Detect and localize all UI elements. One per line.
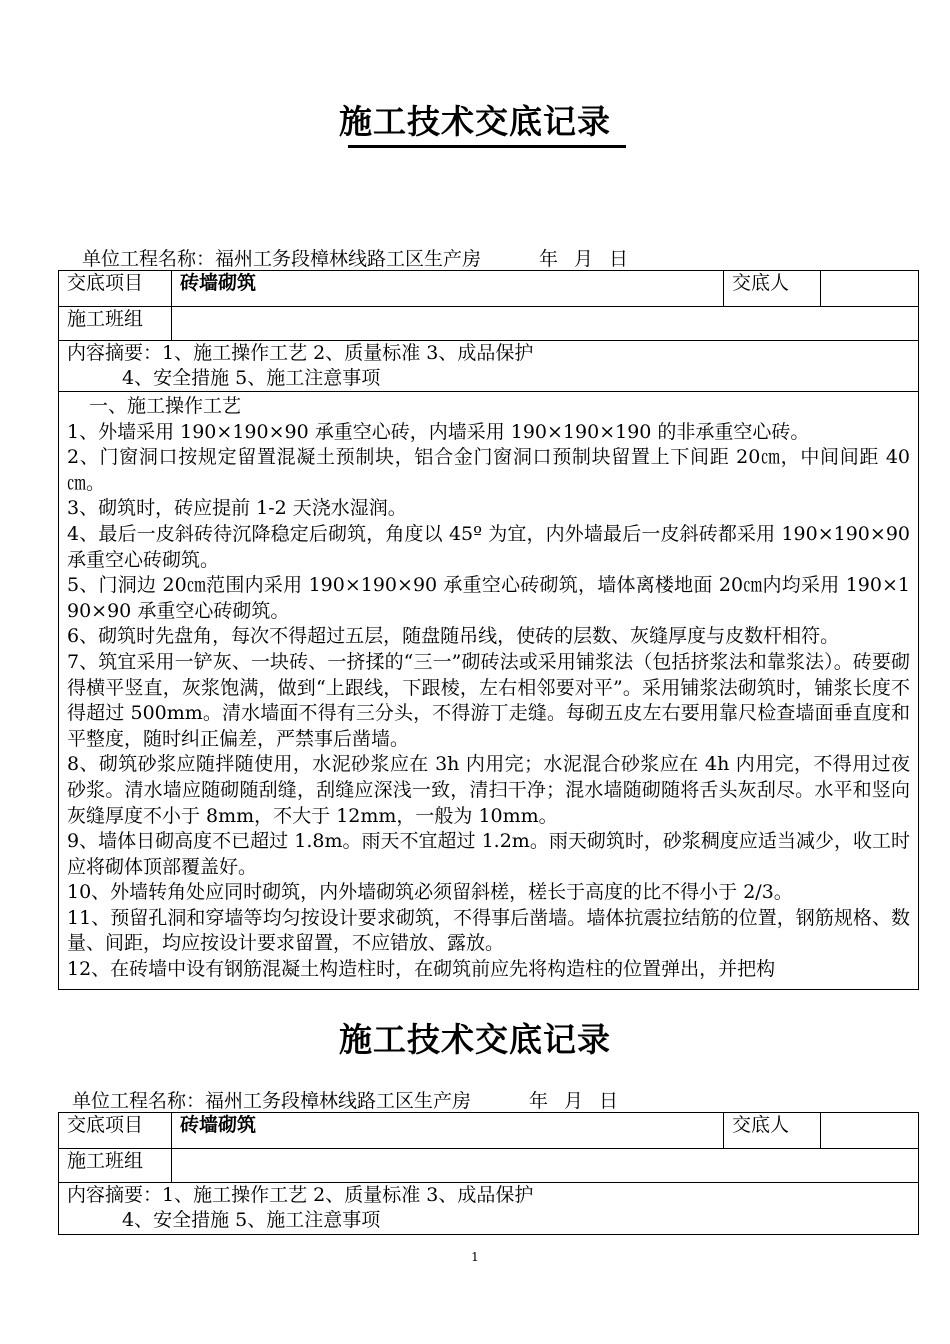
- title-underline: [348, 145, 626, 148]
- content-paragraph: 3、砌筑时，砖应提前 1-2 天浇水湿润。: [67, 497, 407, 520]
- project-value: 砖墙砌筑: [172, 271, 724, 307]
- content-paragraph: 10、外墙转角处应同时砌筑，内外墙砌筑必须留斜槎，槎长于高度的比不得小于 2/3。: [67, 881, 793, 904]
- date-field: [539, 247, 628, 271]
- date-field: [529, 1089, 618, 1113]
- content-paragraph: 8、砌筑砂浆应随拌随使用，水泥砂浆应在 3h 内用完；水泥混合砂浆应在 4h 内用完，不得用过夜砂浆。清水墙应随砌随刮缝，刮缝应深浅一致，清扫干净；混水墙随砌随将舌头灰刮尽。水平和竖向灰缝厚度不小于 8mm，不大于 12mm，一般为 10mm。: [67, 753, 910, 827]
- presenter-label: 交底人: [724, 271, 821, 307]
- project-value: 砖墙砌筑: [172, 1113, 724, 1149]
- content-paragraph: 7、筑宜采用一铲灰、一块砖、一挤揉的“三一”砌砖法或采用铺浆法（包括挤浆法和靠浆法）。砖要砌得横平竖直，灰浆饱满，做到“上跟线，下跟棱，左右相邻要对平”。采用铺浆法砌筑时，铺浆长度不得超过 500mm。清水墙面不得有三分头，不得游丁走缝。每砌五皮左右要用靠尺检查墙面垂直度和平整度，随时纠正偏差，严禁事后凿墙。: [67, 650, 910, 750]
- content-paragraph: 4、最后一皮斜砖待沉降稳定后砌筑，角度以 45º 为宜，内外墙最后一皮斜砖都采用 190×190×90 承重空心砖砌筑。: [67, 522, 910, 571]
- date-day: 日: [599, 1090, 619, 1112]
- summary-line-1: 内容摘要：1、施工操作工艺 2、质量标准 3、成品保护: [67, 1184, 534, 1206]
- team-label: 施工班组: [59, 1149, 172, 1183]
- content-paragraph: 11、预留孔洞和穿墙等均匀按设计要求砌筑，不得事后凿墙。墙体抗震拉结筋的位置，钢筋规格、数量、间距，均应按设计要求留置，不应错放、露放。: [67, 906, 910, 955]
- content-paragraph: 5、门洞边 20㎝范围内采用 190×190×90 承重空心砖砌筑，墙体离楼地面 20㎝内均采用 190×190×90 承重空心砖砌筑。: [67, 574, 910, 622]
- page-title: 施工技术交底记录: [339, 102, 611, 141]
- content-paragraph: 2、门窗洞口按规定留置混凝土预制块，铝合金门窗洞口预制块留置上下间距 20㎝，中间间距 40㎝。: [67, 446, 910, 494]
- content-paragraph: 6、砌筑时先盘角，每次不得超过五层，随盘随吊线，使砖的层数、灰缝厚度与皮数杆相符。: [67, 625, 840, 648]
- date-month: 月: [564, 1090, 584, 1112]
- summary-line-2: 4、安全措施 5、施工注意事项: [122, 367, 381, 389]
- project-label: 交底项目: [59, 1113, 172, 1149]
- table-row: [59, 1149, 919, 1183]
- page-number: 1: [471, 1250, 479, 1264]
- unit-project-name: 单位工程名称：福州工务段樟林线路工区生产房: [72, 1090, 472, 1112]
- presenter-value: [821, 1113, 919, 1149]
- table-row: [59, 307, 919, 341]
- presenter-label: 交底人: [724, 1113, 821, 1149]
- handover-table: [58, 270, 919, 990]
- date-month: 月: [574, 248, 594, 270]
- table-row: [59, 1183, 919, 1235]
- summary-line-2: 4、安全措施 5、施工注意事项: [122, 1209, 381, 1231]
- handover-table: [58, 1112, 919, 1235]
- date-year: 年: [529, 1090, 549, 1112]
- content-heading: 一、施工操作工艺: [89, 395, 242, 417]
- content-summary: [59, 341, 919, 392]
- date-year: 年: [539, 248, 559, 270]
- table-row: [59, 392, 919, 990]
- unit-project-line: [72, 1089, 618, 1113]
- content-paragraph: 12、在砖墙中设有钢筋混凝土构造柱时，在砌筑前应先将构造柱的位置弹出，并把构: [67, 958, 776, 981]
- team-value: [172, 307, 919, 341]
- team-value: [172, 1149, 919, 1183]
- summary-line-1: 内容摘要：1、施工操作工艺 2、质量标准 3、成品保护: [67, 342, 534, 364]
- date-day: 日: [609, 248, 629, 270]
- content-body: [59, 392, 919, 990]
- table-row: [59, 271, 919, 307]
- content-paragraph: 9、墙体日砌高度不已超过 1.8m。雨天不宜超过 1.2m。雨天砌筑时，砂浆稠度应适当减少，收工时应将砌体顶部覆盖好。: [67, 830, 910, 878]
- content-summary: [59, 1183, 919, 1235]
- presenter-value: [821, 271, 919, 307]
- project-label: 交底项目: [59, 271, 172, 307]
- page-title: 施工技术交底记录: [339, 1020, 611, 1059]
- unit-project-line: [82, 247, 628, 271]
- unit-project-name: 单位工程名称：福州工务段樟林线路工区生产房: [82, 248, 482, 270]
- content-paragraph: 1、外墙采用 190×190×90 承重空心砖，内墙采用 190×190×190 的非承重空心砖。: [67, 420, 810, 443]
- team-label: 施工班组: [59, 307, 172, 341]
- table-row: [59, 1113, 919, 1149]
- table-row: [59, 341, 919, 392]
